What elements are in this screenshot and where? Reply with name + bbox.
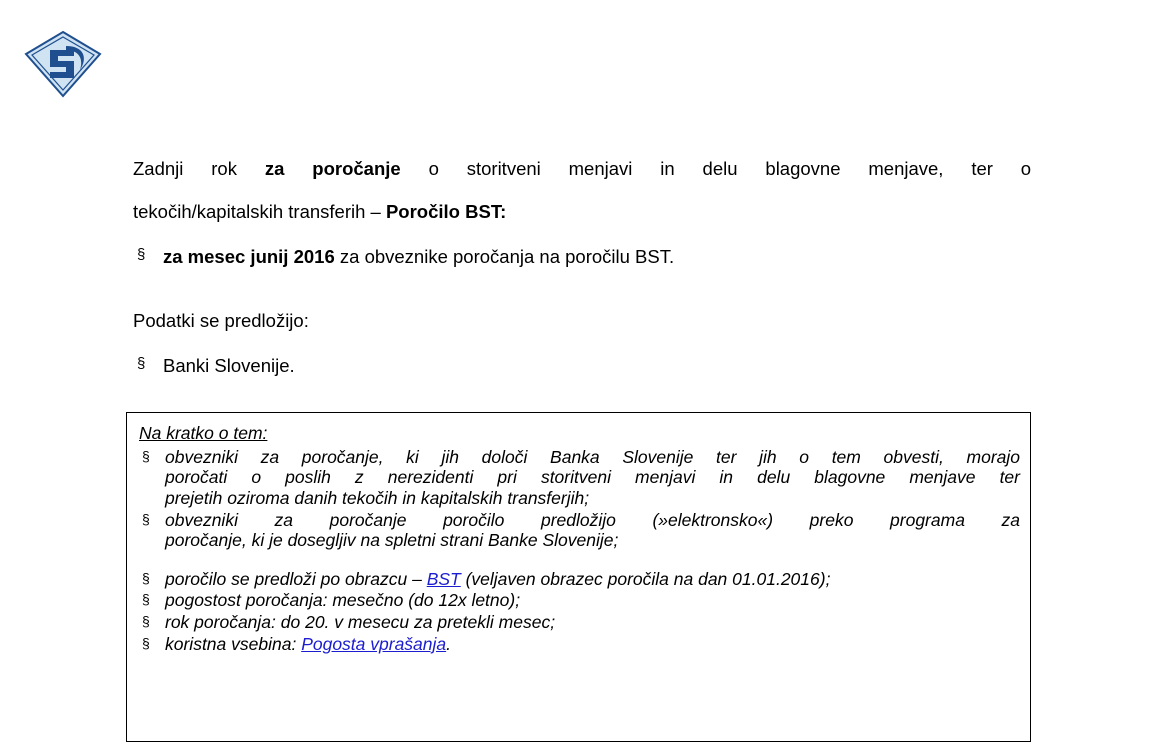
intro-word-delu: delu	[702, 158, 738, 179]
bullet-2-text: Banki Slovenije.	[163, 355, 295, 377]
bullet-marker-icon: §	[142, 591, 150, 608]
bullet-marker-icon: §	[142, 634, 150, 651]
intro-word-zadnji: Zadnji	[133, 158, 184, 179]
bullet-1-text	[163, 245, 1031, 268]
summary-faq-post: .	[446, 633, 452, 654]
intro-line-2	[133, 200, 1031, 222]
summary-title: Na kratko o tem:	[139, 423, 268, 443]
intro-word-menjave: menjave,	[868, 158, 944, 179]
intro-line-1	[133, 160, 1031, 179]
summary-item-1-line-3: prejetih oziroma danih tekočih in kapitalskih transferjih;	[165, 487, 590, 508]
summary-list-item	[139, 612, 1020, 633]
intro-line2-bold: Poročilo BST:	[385, 200, 507, 222]
summary-list-item	[139, 447, 1020, 509]
spacer	[133, 274, 1031, 310]
faq-link[interactable]: Pogosta vprašanja	[301, 633, 447, 654]
summary-list-item-form	[139, 569, 1020, 590]
bst-form-link[interactable]: BST	[426, 568, 461, 589]
intro-word-in: in	[660, 158, 675, 179]
sd-diamond-logo	[22, 28, 104, 100]
document-body	[133, 160, 1031, 383]
intro-word-ter: ter	[971, 158, 993, 179]
intro-bold-porocanje: poročanje	[312, 158, 401, 179]
submit-label: Podatki se predložijo:	[133, 310, 309, 332]
intro-line2-plain: tekočih/kapitalskih transferih –	[133, 200, 386, 222]
summary-form-text	[165, 569, 1020, 590]
summary-item-2-line-1: obvezniki za poročanje poročilo predložijo (»elektronsko«) preko programa za	[165, 509, 1020, 530]
summary-form-second-line: 01.01.2016);	[732, 568, 831, 589]
bullet-marker-icon: §	[137, 246, 146, 263]
bullet-1-bold: za mesec junij 2016	[163, 246, 335, 267]
summary-list-item	[139, 510, 1020, 551]
intro-word-menjavi: menjavi	[568, 158, 633, 179]
bullet-marker-icon: §	[142, 569, 150, 586]
summary-form-post: (veljaven obrazec poročila na dan	[460, 568, 728, 589]
summary-tail-2-text: rok poročanja: do 20. v mesecu za pretekli mesec;	[165, 612, 556, 633]
intro-bold-za: za	[264, 158, 285, 179]
list-item	[133, 245, 1031, 268]
intro-word-rok: rok	[211, 158, 237, 179]
summary-item-2-text	[165, 510, 1020, 551]
intro-paragraph	[133, 160, 1031, 221]
bullet-marker-icon: §	[142, 447, 150, 464]
summary-item-1-text	[165, 447, 1020, 509]
summary-item-2-line-2: poročanje, ki je dosegljiv na spletni strani Banke Slovenije;	[165, 530, 619, 551]
intro-word-blagovne: blagovne	[765, 158, 841, 179]
summary-form-pre: poročilo se predloži po obrazcu –	[165, 568, 427, 589]
intro-word-o: o	[428, 158, 439, 179]
summary-list-item-faq	[139, 634, 1020, 655]
intro-word-o2: o	[1020, 158, 1032, 179]
summary-tail-1-text: pogostost poročanja: mesečno (do 12x letno);	[165, 590, 521, 611]
summary-item-1-line-1: obvezniki za poročanje, ki jih določi Banka Slovenije ter jih o tem obvesti, morajo	[165, 446, 1020, 467]
summary-box	[126, 412, 1031, 742]
summary-faq-text	[165, 634, 1020, 655]
bullet-marker-icon: §	[137, 355, 146, 373]
summary-list-item	[139, 590, 1020, 611]
bullet-marker-icon: §	[142, 613, 150, 630]
summary-item-1-line-2: poročati o poslih z nerezidenti pri storitveni menjavi in delu blagovne menjave ter	[165, 467, 1020, 488]
spacer	[139, 552, 1020, 569]
bullet-1-rest: za obveznike poročanja na poročilu BST.	[334, 246, 675, 267]
intro-word-storitveni: storitveni	[466, 158, 541, 179]
summary-faq-pre: koristna vsebina:	[165, 633, 302, 654]
list-item	[133, 354, 1031, 377]
bullet-marker-icon: §	[142, 510, 150, 527]
